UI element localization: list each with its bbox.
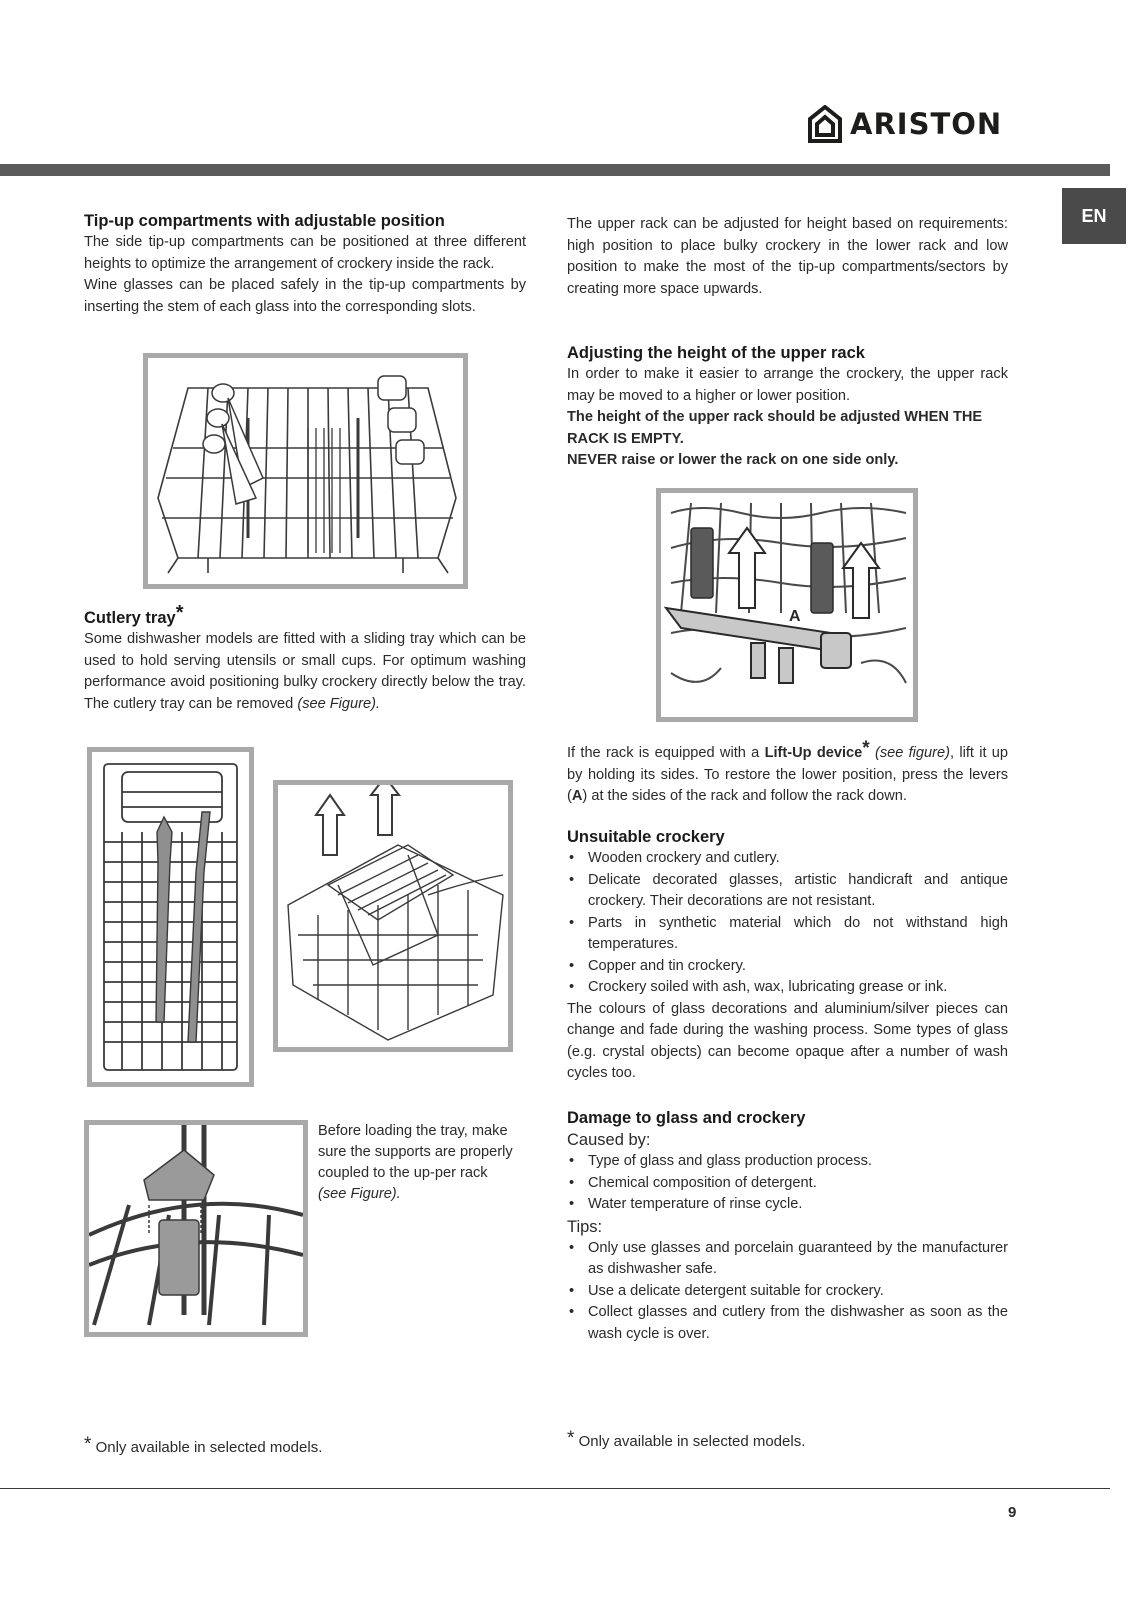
list-item: • Use a delicate detergent suitable for crockery. bbox=[567, 1281, 1008, 1303]
header-divider bbox=[0, 164, 1110, 176]
liftup-device-term: Lift-Up device bbox=[764, 745, 863, 761]
tipup-paragraph-2: Wine glasses can be placed safely in the tip-up compartments by inserting the stem of each glass into the corresponding slots. bbox=[84, 277, 526, 315]
list-item: • Crockery soiled with ash, wax, lubricating grease or ink. bbox=[567, 977, 1008, 999]
cutlery-tray-figure bbox=[87, 747, 254, 1087]
tipup-paragraph-1: The side tip-up compartments can be positioned at three different heights to optimize the arrangement of crockery inside the rack. bbox=[84, 234, 526, 272]
lever-reference: A bbox=[571, 788, 583, 804]
list-item: • Type of glass and glass production process. bbox=[567, 1151, 1008, 1173]
figure-reference: (see Figure). bbox=[297, 695, 381, 712]
liftup-illustration bbox=[661, 493, 913, 717]
adjust-warning-empty: The height of the upper rack should be adjusted WHEN THE RACK IS EMPTY. bbox=[567, 409, 983, 447]
damage-section bbox=[567, 1107, 1008, 1345]
page-number: 9 bbox=[1008, 1504, 1017, 1521]
tipup-heading: Tip-up compartments with adjustable position bbox=[84, 212, 445, 230]
list-item: • Parts in synthetic material which do not withstand high temperatures. bbox=[567, 913, 1008, 956]
adjust-paragraph: In order to make it easier to arrange the crockery, the upper rack may be moved to a higher or lower position. bbox=[567, 366, 1008, 404]
damage-heading: Damage to glass and crockery bbox=[567, 1109, 806, 1127]
lever-label: A bbox=[789, 608, 801, 625]
left-footnote: * Only available in selected models. bbox=[84, 1434, 323, 1456]
footnote-star: * bbox=[862, 738, 870, 759]
unsuitable-note: The colours of glass decorations and aluminium/silver pieces can change and fade during the washing process. Some types of glass (e.g. crystal objects) can become opaque after a number of wash cycles too. bbox=[567, 1000, 1008, 1081]
adjust-heading: Adjusting the height of the upper rack bbox=[567, 344, 865, 362]
brand-logo bbox=[808, 104, 1002, 144]
liftup-figure bbox=[656, 488, 918, 722]
liftup-paragraph: If the rack is equipped with a Lift-Up device* (see figure), lift it up by holding its sides. To restore the lower position, press the levers (A) at the sides of the rack and follow the rack down. bbox=[567, 738, 1009, 804]
causes-list bbox=[567, 1151, 1008, 1216]
footnote-star: * bbox=[175, 602, 184, 624]
house-logo-icon bbox=[808, 105, 842, 143]
unsuitable-heading: Unsuitable crockery bbox=[567, 828, 725, 846]
list-item: • Collect glasses and cutlery from the dishwasher as soon as the wash cycle is over. bbox=[567, 1302, 1008, 1345]
tips-label: Tips: bbox=[567, 1217, 603, 1236]
language-tab: EN bbox=[1062, 188, 1126, 244]
loading-paragraph: Before loading the tray, make sure the supports are properly coupled to the up-per rack (see Figure). bbox=[318, 1123, 513, 1202]
tipup-rack-figure bbox=[143, 353, 468, 589]
cutlery-heading: Cutlery tray* bbox=[84, 602, 184, 627]
rack-illustration bbox=[148, 358, 463, 584]
list-item: • Only use glasses and porcelain guaranteed by the manufacturer as dishwasher safe. bbox=[567, 1238, 1008, 1281]
tray-supports-illustration bbox=[89, 1125, 303, 1332]
caused-by-label: Caused by: bbox=[567, 1131, 651, 1149]
liftup-section bbox=[567, 738, 1008, 808]
unsuitable-list bbox=[567, 848, 1008, 999]
rack-height-intro bbox=[567, 214, 1008, 300]
intro-paragraph: The upper rack can be adjusted for height based on requirements: high position to place bulky crockery in the lower rack and low position to make the most of the tip-up compartments/sectors by creating more space upwards. bbox=[567, 216, 1008, 297]
cutlery-tray-illustration bbox=[92, 752, 249, 1082]
list-item: • Wooden crockery and cutlery. bbox=[567, 848, 1008, 870]
tips-list bbox=[567, 1238, 1008, 1346]
footnote-star: * bbox=[84, 1434, 92, 1455]
loading-note bbox=[318, 1121, 514, 1205]
figure-reference: (see figure) bbox=[869, 745, 950, 761]
tray-removal-illustration bbox=[278, 785, 508, 1047]
adjust-warning-one-side: NEVER raise or lower the rack on one side only. bbox=[567, 452, 899, 468]
list-item: • Delicate decorated glasses, artistic handicraft and antique crockery. Their decorations are not resistant. bbox=[567, 870, 1008, 913]
figure-reference: (see Figure). bbox=[318, 1186, 401, 1202]
footer-divider bbox=[0, 1488, 1110, 1489]
tray-removal-figure bbox=[273, 780, 513, 1052]
cutlery-paragraph: Some dishwasher models are fitted with a sliding tray which can be used to hold serving utensils or small cups. For optimum washing performance avoid positioning bulky crockery directly below the tray. The cutlery tray can be removed (see Figure). bbox=[84, 631, 526, 712]
brand-name: ARISTON bbox=[850, 107, 1003, 141]
cutlery-section bbox=[84, 602, 526, 715]
unsuitable-section bbox=[567, 826, 1008, 1085]
adjust-section bbox=[567, 342, 1008, 472]
tray-supports-figure bbox=[84, 1120, 308, 1337]
footnote-star: * bbox=[567, 1428, 575, 1449]
tipup-section bbox=[84, 210, 526, 318]
right-footnote: * Only available in selected models. bbox=[567, 1428, 806, 1450]
list-item: • Water temperature of rinse cycle. bbox=[567, 1194, 1008, 1216]
list-item: • Copper and tin crockery. bbox=[567, 956, 1008, 978]
list-item: • Chemical composition of detergent. bbox=[567, 1173, 1008, 1195]
